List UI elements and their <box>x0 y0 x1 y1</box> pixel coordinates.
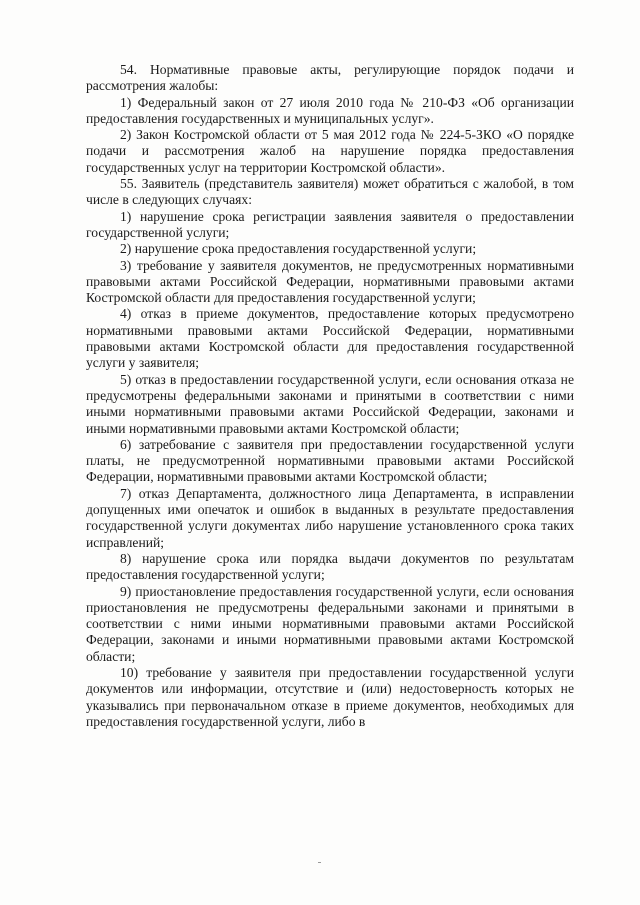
paragraph-54-heading: 54. Нормативные правовые акты, регулирующие порядок подачи и рассмотрения жалобы: <box>86 62 574 94</box>
document-body <box>86 62 574 730</box>
paragraph-55-item-1: 1) нарушение срока регистрации заявления заявителя о предоставлении государственной услуги; <box>86 208 574 240</box>
paragraph-55-item-6: 6) затребование с заявителя при предоставлении государственной услуги платы, не предусмотренной нормативными правовыми актами Российской Федерации, нормативными правовыми актами Костромской области; <box>86 436 574 485</box>
paragraph-54-item-2: 2) Закон Костромской области от 5 мая 2012 года № 224-5-ЗКО «О порядке подачи и рассмотрения жалоб на нарушение порядка предоставления государственных услуг на территории Костромской области». <box>86 127 574 175</box>
paragraph-55-item-9: 9) приостановление предоставления государственной услуги, если основания приостановления не предусмотрены федеральными законами и принятыми в соответствии с ними иными нормативными правовыми актами Российской Федерации, законами и иными нормативными правовыми актами Костромской области; <box>86 583 574 664</box>
paragraph-55-item-2: 2) нарушение срока предоставления государственной услуги; <box>120 241 477 257</box>
scan-speck <box>318 862 321 863</box>
paragraph-55-item-8: 8) нарушение срока или порядка выдачи документов по результатам предоставления государственной услуги; <box>86 550 574 583</box>
paragraph-55-item-7: 7) отказ Департамента, должностного лица Департамента, в исправлении допущенных ими опечаток и ошибок в выданных в результате предоставления государственной услуги документах либо нарушение установленного срока таких исправлений; <box>86 485 574 550</box>
paragraph-55-heading: 55. Заявитель (представитель заявителя) может обратиться с жалобой, в том числе в следующих случаях: <box>86 176 574 208</box>
paragraph-55-item-3: 3) требование у заявителя документов, не предусмотренных нормативными правовыми актами Российской Федерации, нормативными правовыми актами Костромской области для предоставления государственной услуги; <box>86 257 574 306</box>
paragraph-55-item-5: 5) отказ в предоставлении государственной услуги, если основания отказа не предусмотрены федеральными законами и принятыми в соответствии с ними иными нормативными правовыми актами Российской Федерации, законами и иными нормативными правовыми актами Костромской области; <box>86 371 574 436</box>
paragraph-54-item-1: 1) Федеральный закон от 27 июля 2010 года № 210-ФЗ «Об организации предоставления государственных и муниципальных услуг». <box>86 94 574 126</box>
paragraph-55-item-10: 10) требование у заявителя при предоставлении государственной услуги документов или информации, отсутствие и (или) недостоверность которых не указывались при первоначальном отказе в приеме документов, необходимых для предоставления государственной услуги, либо в <box>86 664 574 729</box>
paragraph-55-item-4: 4) отказ в приеме документов, предоставление которых предусмотрено нормативными правовыми актами Российской Федерации, нормативными правовыми актами Костромской области для предоставления государственной услуги у заявителя; <box>86 306 574 371</box>
